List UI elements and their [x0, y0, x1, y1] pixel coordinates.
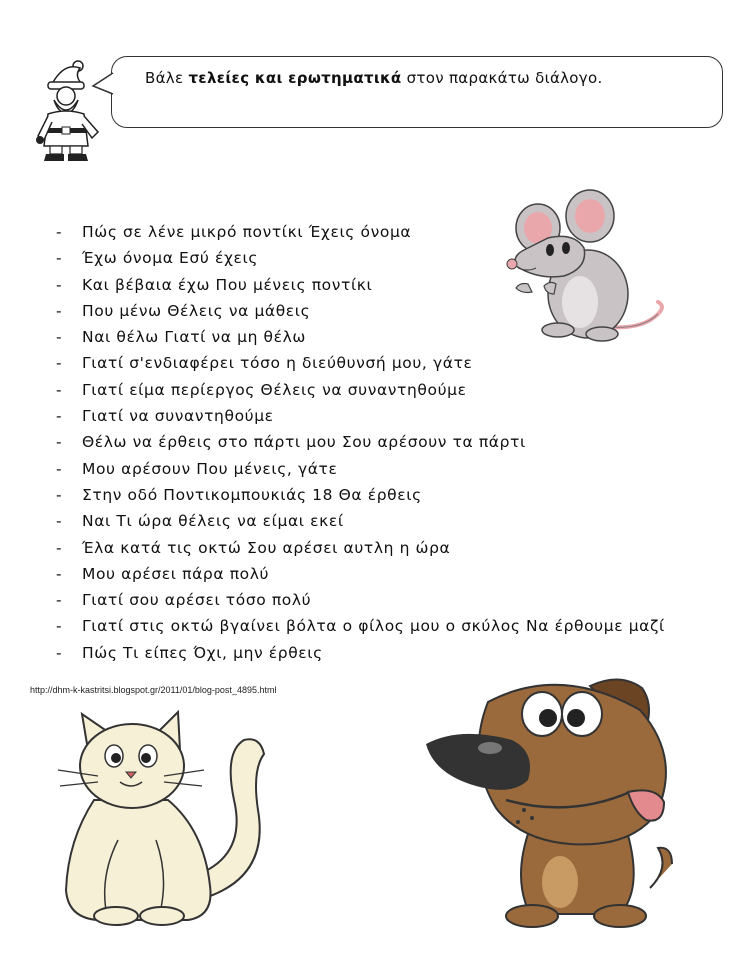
- dialog-line: - Γιατί είμα περίεργος Θέλεις να συναντηθούμε: [52, 377, 665, 403]
- dialog-list: [52, 219, 665, 666]
- dialog-line: - Μου αρέσει πάρα πολύ: [52, 561, 665, 587]
- dialog-line: - Και βέβαια έχω Που μένεις ποντίκι: [52, 272, 665, 298]
- dialog-line: - Έχω όνομα Εσύ έχεις: [52, 245, 665, 271]
- speech-bubble-tail-icon: [92, 72, 114, 98]
- dialog-line: - Ναι θέλω Γιατί να μη θέλω: [52, 324, 665, 350]
- dialog-line: - Που μένω Θέλεις να μάθεις: [52, 298, 665, 324]
- cat-illustration-icon: [38, 710, 278, 930]
- dialog-line: - Πώς Τι είπες Όχι, μην έρθεις: [52, 640, 665, 666]
- dialog-line: - Στην οδό Ποντικομπουκιάς 18 Θα έρθεις: [52, 482, 665, 508]
- instruction-speech-bubble: [111, 56, 723, 128]
- dialog-line: - Πώς σε λένε μικρό ποντίκι Έχεις όνομα: [52, 219, 665, 245]
- dialog-line: - Γιατί να συναντηθούμε: [52, 403, 665, 429]
- dialog-line: - Γιατί σου αρέσει τόσο πολύ: [52, 587, 665, 613]
- instruction-bold-text: τελείες και ερωτηματικά: [188, 69, 402, 87]
- dialog-line: - Μου αρέσουν Που μένεις, γάτε: [52, 456, 665, 482]
- instruction-text: Βάλε τελείες και ερωτηματικά στον παρακάτω διάλογο.: [145, 69, 603, 87]
- dialog-line: - Ναι Τι ώρα θέλεις να είμαι εκεί: [52, 508, 665, 534]
- dialog-line: - Γιατί σ'ενδιαφέρει τόσο η διεύθυνσή μου, γάτε: [52, 350, 665, 376]
- dialog-line: - Γιατί στις οκτώ βγαίνει βόλτα ο φίλος μου ο σκύλος Να έρθουμε μαζί: [52, 613, 665, 639]
- dialog-line: - Θέλω να έρθεις στο πάρτι μου Σου αρέσουν τα πάρτι: [52, 429, 665, 455]
- dog-illustration-icon: [420, 668, 720, 938]
- dialog-line: - Έλα κατά τις οκτώ Σου αρέσει αυτλη η ώρα: [52, 535, 665, 561]
- source-url: http://dhm-k-kastritsi.blogspot.gr/2011/01/blog-post_4895.html: [30, 685, 277, 695]
